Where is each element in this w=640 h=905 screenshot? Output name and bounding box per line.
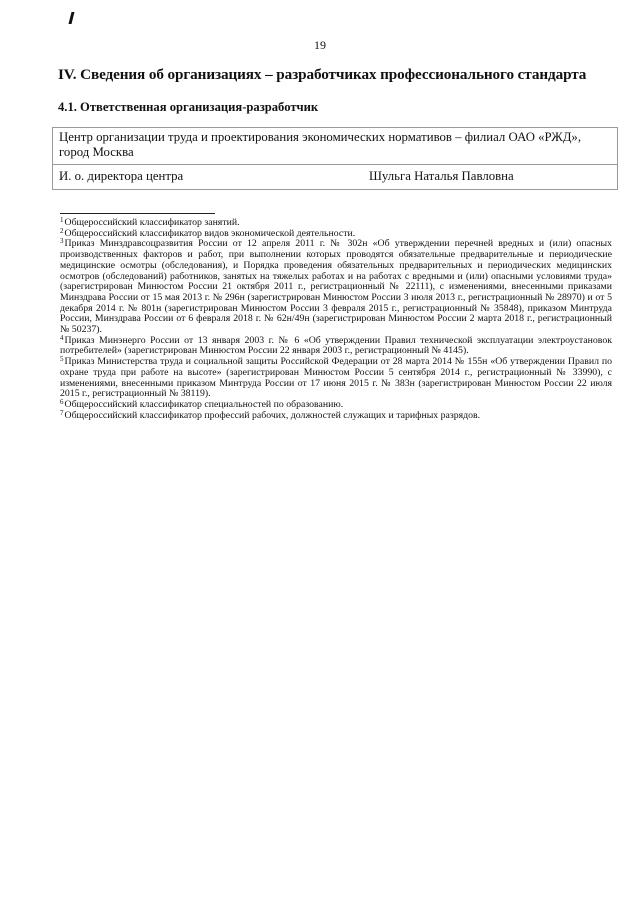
footnote-number: 2 [60, 226, 64, 235]
footnote-text: Общероссийский классификатор видов экономической деятельности. [64, 227, 356, 239]
footnote-text: Приказ Министерства труда и социальной защиты Российской Федерации от 28 марта 2014 № 155н «Об утверждении Правил по охране труда при работе на высоте» (зарегистрирован Минюстом России 5 сентября 2014 г., регистрационный № 33990), с изменениями, внесенными приказом Минтруда России от 17 июня 2015 г. № 383н (зарегистрирован Минюстом России 22 июля 2015 г., регистрационный № 38119). [60, 356, 612, 400]
footnote-number: 1 [60, 216, 64, 224]
director-row [53, 165, 618, 190]
footnote-text: Общероссийский классификатор занятий. [64, 217, 240, 228]
director-cell [53, 165, 618, 190]
director-title: И. о. директора центра [59, 169, 184, 183]
footnote [60, 357, 612, 400]
footnote [60, 333, 612, 357]
footnote-text: Общероссийский классификатор специальностей по образованию. [64, 398, 344, 410]
organization-row [53, 128, 618, 165]
organization-name: Центр организации труда и проектирования экономических нормативов – филиал ОАО «РЖД», город Москва [53, 128, 618, 165]
footnote-divider [60, 213, 215, 214]
scan-mark [69, 12, 75, 24]
subsection-title: 4.1. Ответственная организация-разработчик [58, 100, 319, 114]
section-title: IV. Сведения об организациях – разработчиках профессионального стандарта [58, 66, 587, 83]
footnote-text: Приказ Минздравсоцразвития России от 12 апреля 2011 г. № 302н «Об утверждении перечней вредных и (или) опасных производственных факторов и работ, при выполнении которых проводятся обязательные предварительные и периодические медицинские осмотры (обследования), и Порядка проведения обязательных предварительных и периодических медицинских осмотров (обследований) работников, занятых на тяжелых работах и на работах с вредными и (или) опасными условиями труда» (зарегистрирован Минюстом России 21 октября 2011 г., регистрационный № 22111), с изменениями, внесенными приказами Минздрава России от 15 мая 2013 г. № 296н (зарегистрирован Минюстом России 3 июля 2013 г., регистрационный № 28970) и от 5 декабря 2014 г. № 801н (зарегистрирован Минюстом России 3 февраля 2015 г., регистрационный № 35848), приказом Минтруда России, Минздрава России от 6 февраля 2018 г. № 62н/49н (зарегистрирован Минюстом России 2 марта 2018 г., регистрационный № 50237). [60, 238, 612, 336]
footnote-number: 6 [60, 397, 64, 406]
page-number: 19 [314, 38, 326, 52]
footnote-number: 7 [60, 408, 64, 417]
footnote [60, 408, 612, 422]
footnote-number: 4 [60, 333, 64, 342]
organization-table [52, 127, 618, 190]
footnote-text: Общероссийский классификатор профессий рабочих, должностей служащих и тарифных разрядов. [64, 409, 481, 421]
footnote-number: 3 [60, 237, 64, 246]
director-name: Шульга Наталья Павловна [369, 169, 514, 183]
footnote [60, 239, 612, 335]
footnote-text: Приказ Минэнерго России от 13 января 2003 г. № 6 «Об утверждении Правил технической эксплуатации электроустановок потребителей» (зарегистрирован Минюстом России 22 января 2003 г., регистрационный № 4145). [60, 334, 612, 357]
footnote-number: 5 [60, 355, 64, 364]
footnotes [60, 218, 612, 421]
